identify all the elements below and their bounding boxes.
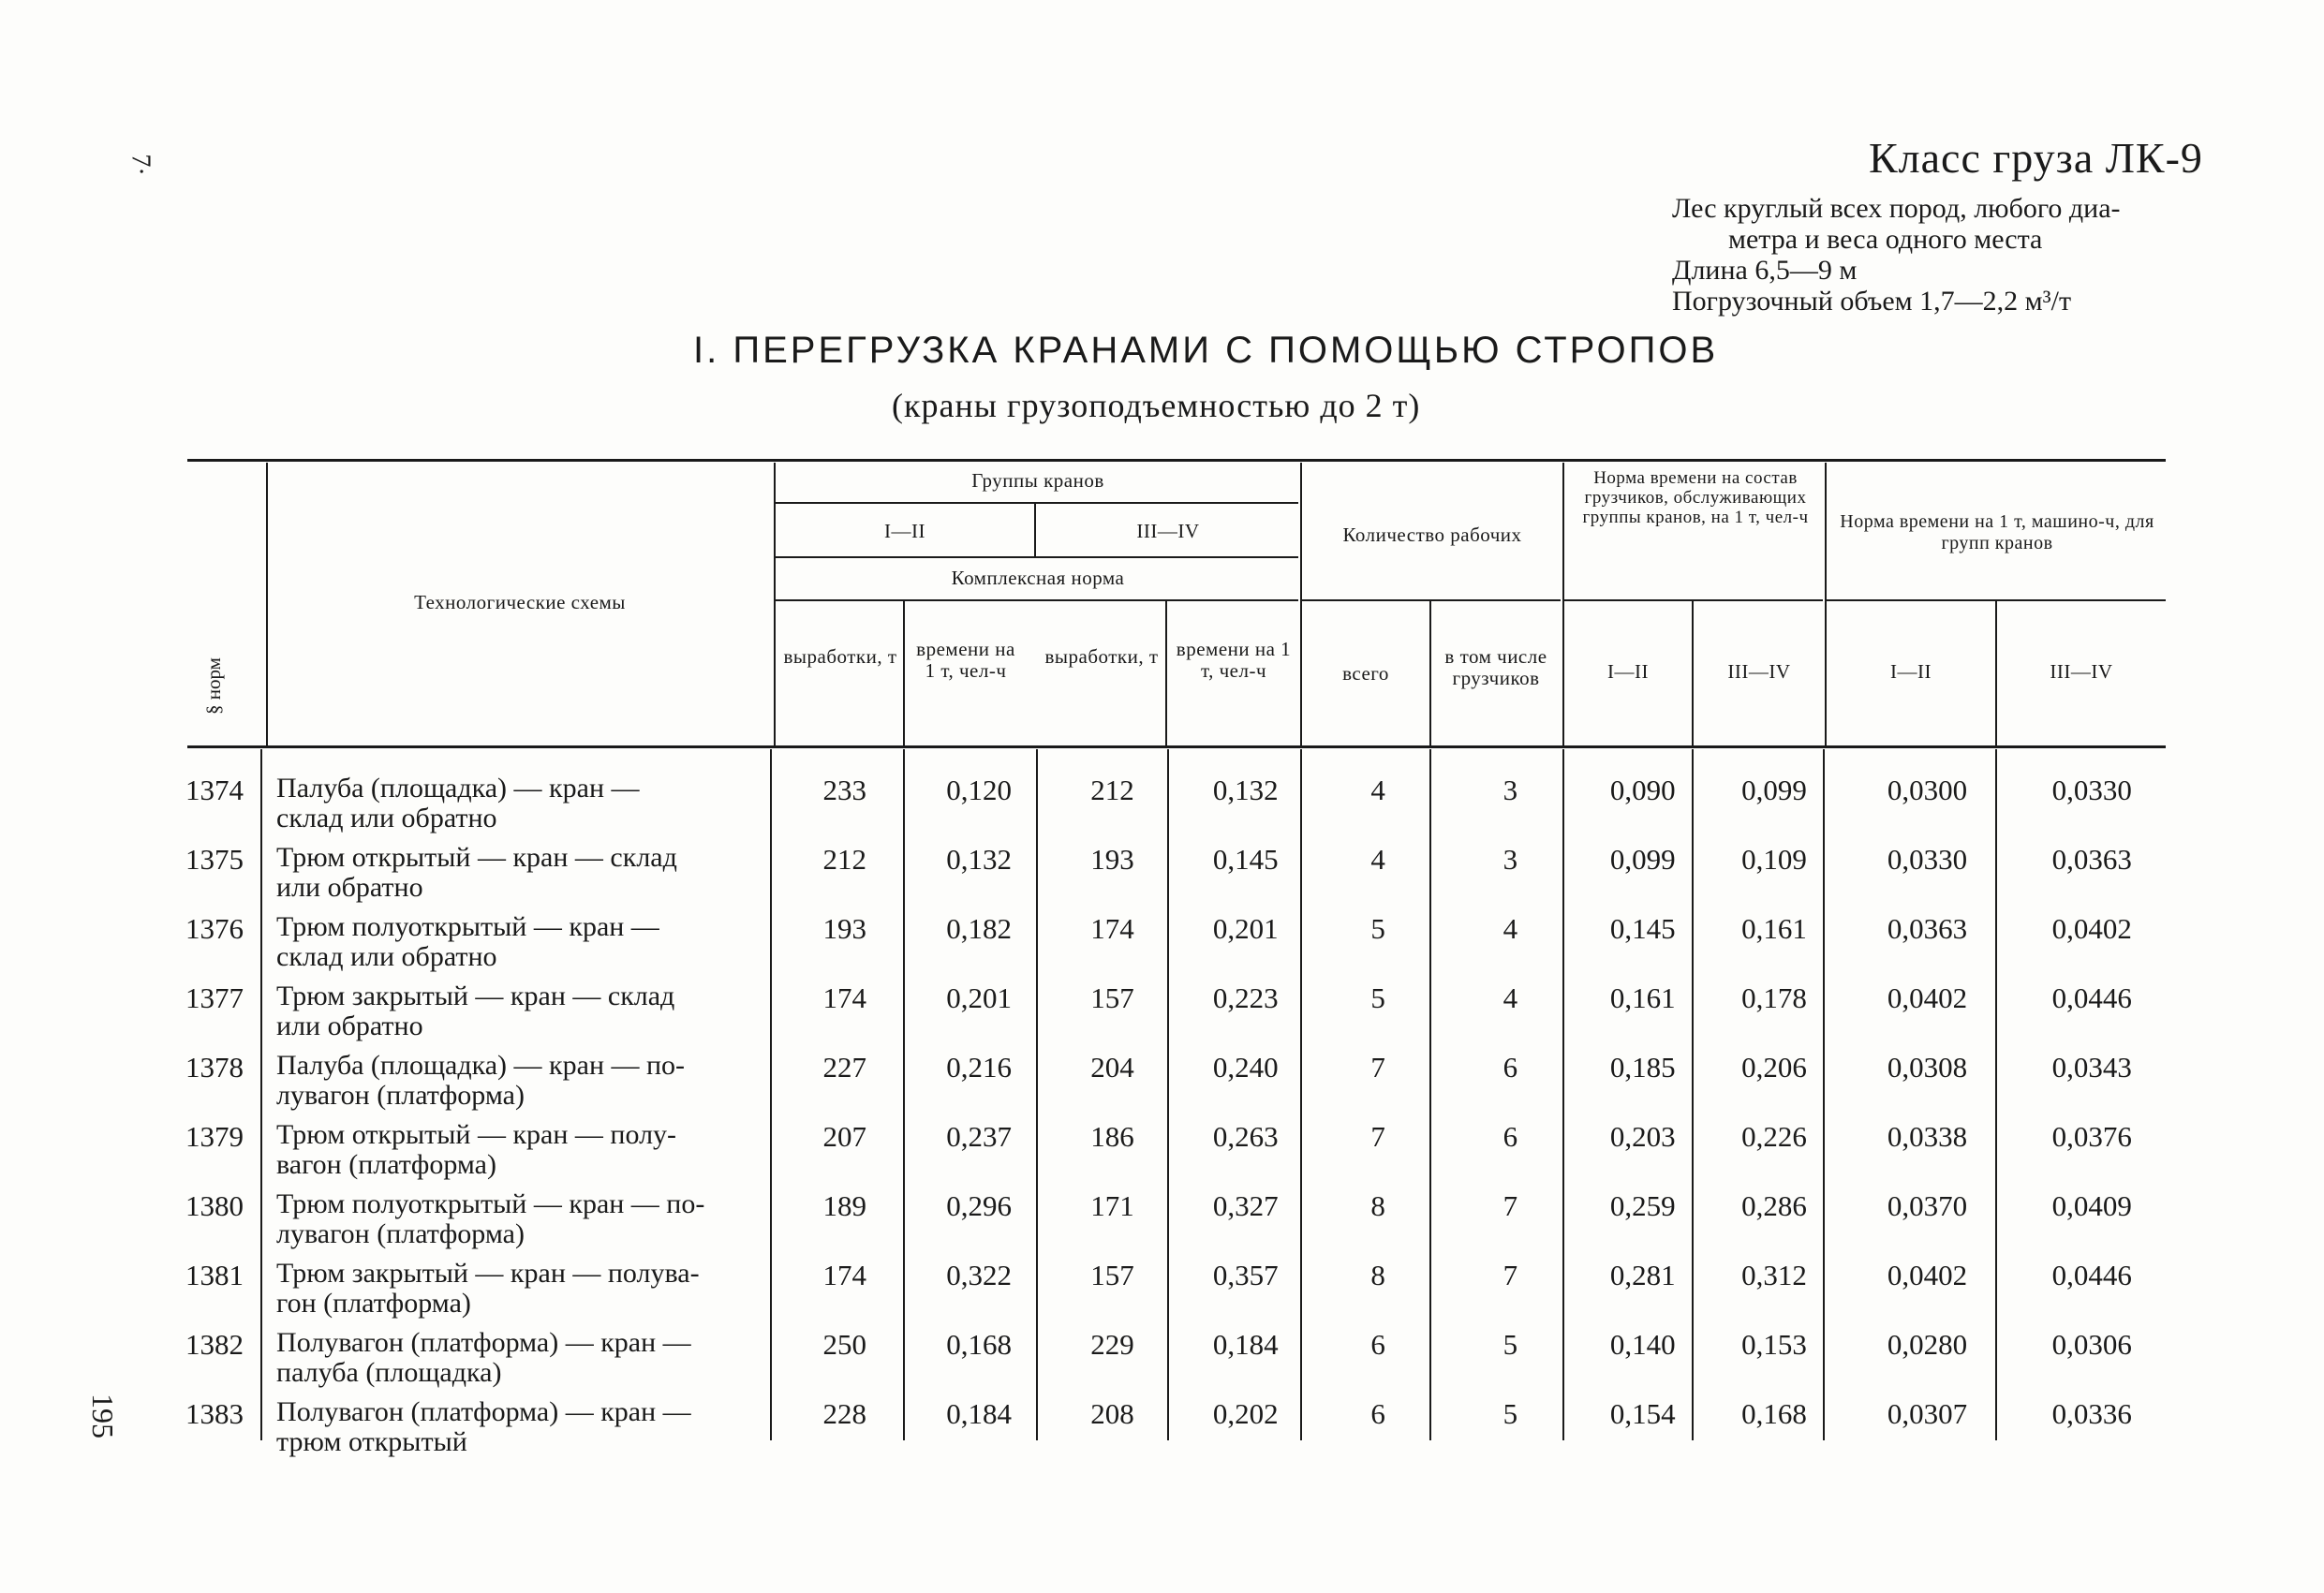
cell: 5 bbox=[1502, 1328, 1518, 1361]
scheme-line: Трюм открытый — кран — полу- bbox=[276, 1119, 677, 1150]
cell: 229 bbox=[1090, 1328, 1134, 1361]
scheme bbox=[263, 1390, 777, 1459]
cell: 0,203 bbox=[1609, 1120, 1676, 1153]
norm-number: 1377 bbox=[185, 981, 244, 1014]
cell: 207 bbox=[822, 1120, 867, 1153]
cell: 6 bbox=[1502, 1120, 1518, 1153]
cell: 0,099 bbox=[1741, 774, 1807, 806]
cell: 0,286 bbox=[1741, 1189, 1807, 1222]
norm-number: 1375 bbox=[185, 843, 244, 876]
table-row bbox=[159, 1390, 2169, 1459]
cell: 0,0363 bbox=[1887, 912, 1968, 945]
cell: 193 bbox=[1090, 843, 1134, 876]
table-row bbox=[159, 1320, 2169, 1390]
cell: 0,0376 bbox=[2051, 1120, 2132, 1153]
scheme bbox=[263, 1043, 777, 1113]
cargo-description bbox=[1672, 193, 2197, 317]
cell: 0,184 bbox=[946, 1397, 1012, 1430]
scheme-line: гон (платформа) bbox=[276, 1288, 471, 1319]
header-workers: Количество рабочих bbox=[1342, 524, 1522, 546]
cell: 8 bbox=[1370, 1189, 1385, 1222]
scheme-line: склад или обратно bbox=[276, 803, 497, 833]
cell: 7 bbox=[1502, 1259, 1518, 1291]
cell: 0,281 bbox=[1609, 1259, 1676, 1291]
table-row bbox=[159, 974, 2169, 1043]
cell: 0,184 bbox=[1212, 1328, 1279, 1361]
cell: 5 bbox=[1502, 1397, 1518, 1430]
scheme-line: лувагон (платформа) bbox=[276, 1080, 525, 1111]
scheme-line: вагон (платформа) bbox=[276, 1149, 496, 1180]
table-row bbox=[159, 766, 2169, 835]
cell: 0,0446 bbox=[2051, 981, 2132, 1014]
cell: 0,132 bbox=[946, 843, 1012, 876]
scheme bbox=[263, 905, 777, 974]
cell: 0,0307 bbox=[1887, 1397, 1968, 1430]
scheme-line: палуба (площадка) bbox=[276, 1357, 502, 1388]
cell: 4 bbox=[1502, 912, 1518, 945]
scheme bbox=[263, 835, 777, 905]
cell: 0,145 bbox=[1609, 912, 1676, 945]
cell: 0,322 bbox=[946, 1259, 1012, 1291]
cell: 0,0330 bbox=[2051, 774, 2132, 806]
cell: 0,090 bbox=[1609, 774, 1676, 806]
norm-number: 1379 bbox=[185, 1120, 244, 1153]
scheme-line: склад или обратно bbox=[276, 941, 497, 972]
norm-number: 1378 bbox=[185, 1051, 244, 1084]
cell: 0,0446 bbox=[2051, 1259, 2132, 1291]
cell: 174 bbox=[822, 1259, 867, 1291]
scheme-line: Трюм закрытый — кран — полува- bbox=[276, 1258, 700, 1289]
section-subtitle: (краны грузоподъемностью до 2 т) bbox=[892, 387, 1421, 424]
cell: 228 bbox=[822, 1397, 867, 1430]
cell: 0,153 bbox=[1741, 1328, 1807, 1361]
header-group-2: III—IV bbox=[1136, 520, 1200, 542]
scheme bbox=[263, 1182, 777, 1251]
scheme bbox=[263, 1251, 777, 1320]
scheme-line: или обратно bbox=[276, 872, 423, 903]
cell: 0,202 bbox=[1212, 1397, 1279, 1430]
header-machine-g1: I—II bbox=[1890, 660, 1932, 683]
cell: 0,0306 bbox=[2051, 1328, 2132, 1361]
cell: 0,0402 bbox=[2051, 912, 2132, 945]
description-line: Длина 6,5—9 м bbox=[1672, 255, 1858, 286]
side-mark: 7· bbox=[126, 154, 155, 176]
norm-number: 1382 bbox=[185, 1328, 244, 1361]
scheme-line: или обратно bbox=[276, 1010, 423, 1041]
cell: 208 bbox=[1090, 1397, 1134, 1430]
cell: 174 bbox=[1090, 912, 1134, 945]
norm-number: 1383 bbox=[185, 1397, 244, 1430]
cell: 5 bbox=[1370, 981, 1385, 1014]
scheme-line: трюм открытый bbox=[276, 1426, 467, 1457]
table-row bbox=[159, 1251, 2169, 1320]
cell: 0,263 bbox=[1212, 1120, 1279, 1153]
page-number: 195 bbox=[86, 1394, 120, 1438]
cell: 0,0370 bbox=[1887, 1189, 1968, 1222]
cell: 212 bbox=[1090, 774, 1134, 806]
table-row bbox=[159, 1113, 2169, 1182]
cell: 0,185 bbox=[1609, 1051, 1676, 1084]
header-time-2: времени на 1 т, чел-ч bbox=[1176, 638, 1292, 682]
cell: 4 bbox=[1370, 774, 1385, 806]
cell: 0,120 bbox=[946, 774, 1012, 806]
cell: 0,178 bbox=[1741, 981, 1807, 1014]
scheme bbox=[263, 1113, 777, 1182]
cell: 233 bbox=[822, 774, 867, 806]
scheme bbox=[263, 766, 777, 835]
cell: 0,0338 bbox=[1887, 1120, 1968, 1153]
header-output-2: выработки, т bbox=[1044, 645, 1159, 668]
cell: 3 bbox=[1502, 774, 1518, 806]
cell: 157 bbox=[1090, 981, 1134, 1014]
cell: 0,140 bbox=[1609, 1328, 1676, 1361]
cell: 0,168 bbox=[946, 1328, 1012, 1361]
cell: 0,161 bbox=[1741, 912, 1807, 945]
header-crew-time: Норма времени на состав грузчиков, обслуживающих группы кранов, на 1 т, чел-ч bbox=[1582, 468, 1809, 527]
header-crane-groups: Группы кранов bbox=[971, 469, 1104, 492]
cell: 0,237 bbox=[946, 1120, 1012, 1153]
cell: 0,0343 bbox=[2051, 1051, 2132, 1084]
scheme-line: Палуба (площадка) — кран — по- bbox=[276, 1050, 686, 1081]
cell: 4 bbox=[1370, 843, 1385, 876]
cell: 174 bbox=[822, 981, 867, 1014]
cell: 0,0280 bbox=[1887, 1328, 1968, 1361]
scheme bbox=[263, 974, 777, 1043]
header-crew-g2: III—IV bbox=[1727, 660, 1791, 683]
cell: 0,0336 bbox=[2051, 1397, 2132, 1430]
cell: 171 bbox=[1090, 1189, 1134, 1222]
cell: 0,0308 bbox=[1887, 1051, 1968, 1084]
cell: 4 bbox=[1502, 981, 1518, 1014]
table-row bbox=[159, 1043, 2169, 1113]
cell: 212 bbox=[822, 843, 867, 876]
description-line: Лес круглый всех пород, любого диа- bbox=[1672, 193, 2121, 224]
cell: 6 bbox=[1370, 1328, 1385, 1361]
cell: 0,296 bbox=[946, 1189, 1012, 1222]
cell: 0,312 bbox=[1741, 1259, 1807, 1291]
cell: 0,201 bbox=[1212, 912, 1279, 945]
cell: 3 bbox=[1502, 843, 1518, 876]
norm-number: 1380 bbox=[185, 1189, 244, 1222]
cell: 0,132 bbox=[1212, 774, 1279, 806]
cell: 189 bbox=[822, 1189, 867, 1222]
norm-number: 1376 bbox=[185, 912, 244, 945]
header-norm-no: § норм bbox=[201, 657, 225, 715]
cell: 0,099 bbox=[1609, 843, 1676, 876]
cell: 6 bbox=[1502, 1051, 1518, 1084]
header-complex-norm: Комплексная норма bbox=[951, 567, 1125, 589]
header-schemes: Технологические схемы bbox=[414, 591, 626, 613]
cell: 0,0402 bbox=[1887, 1259, 1968, 1291]
norms-table bbox=[159, 766, 2169, 1459]
cell: 0,226 bbox=[1741, 1120, 1807, 1153]
scheme-line: Трюм открытый — кран — склад bbox=[276, 842, 677, 873]
header-machine-g2: III—IV bbox=[2050, 660, 2113, 683]
cell: 0,259 bbox=[1609, 1189, 1676, 1222]
cell: 0,145 bbox=[1212, 843, 1279, 876]
cell: 0,182 bbox=[946, 912, 1012, 945]
cell: 8 bbox=[1370, 1259, 1385, 1291]
cell: 0,201 bbox=[946, 981, 1012, 1014]
scheme-line: Трюм полуоткрытый — кран — bbox=[276, 911, 659, 942]
scheme-line: Полувагон (платформа) — кран — bbox=[276, 1327, 691, 1358]
cell: 0,0363 bbox=[2051, 843, 2132, 876]
header-group-1: I—II bbox=[884, 520, 925, 542]
table-row bbox=[159, 905, 2169, 974]
section-title: I. ПЕРЕГРУЗКА КРАНАМИ С ПОМОЩЬЮ СТРОПОВ bbox=[693, 330, 1719, 371]
scheme-line: Трюм полуоткрытый — кран — по- bbox=[276, 1188, 705, 1219]
table-row bbox=[159, 835, 2169, 905]
scheme bbox=[263, 1320, 777, 1390]
norm-number: 1381 bbox=[185, 1259, 244, 1291]
header-time-1: времени на 1 т, чел-ч bbox=[916, 638, 1015, 682]
cell: 0,357 bbox=[1212, 1259, 1279, 1291]
scheme-line: лувагон (платформа) bbox=[276, 1218, 525, 1249]
cell: 0,0330 bbox=[1887, 843, 1968, 876]
cell: 0,327 bbox=[1212, 1189, 1279, 1222]
cell: 7 bbox=[1502, 1189, 1518, 1222]
header-machine-time: Норма времени на 1 т, машино-ч, для групп кранов bbox=[1840, 511, 2154, 553]
cell: 0,109 bbox=[1741, 843, 1807, 876]
cell: 0,161 bbox=[1609, 981, 1676, 1014]
cell: 193 bbox=[822, 912, 867, 945]
header-loaders: в том числе грузчиков bbox=[1444, 645, 1547, 689]
cell: 0,240 bbox=[1212, 1051, 1279, 1084]
description-line: Погрузочный объем 1,7—2,2 м³/т bbox=[1672, 286, 2072, 317]
cargo-class-title: Класс груза ЛК-9 bbox=[1869, 134, 2203, 182]
cell: 0,223 bbox=[1212, 981, 1279, 1014]
cell: 0,168 bbox=[1741, 1397, 1807, 1430]
cell: 186 bbox=[1090, 1120, 1134, 1153]
description-line: метра и веса одного места bbox=[1728, 224, 2043, 255]
cell: 6 bbox=[1370, 1397, 1385, 1430]
cell: 0,0402 bbox=[1887, 981, 1968, 1014]
scheme-line: Трюм закрытый — кран — склад bbox=[276, 981, 675, 1011]
table-row bbox=[159, 1182, 2169, 1251]
cell: 5 bbox=[1370, 912, 1385, 945]
cell: 250 bbox=[822, 1328, 867, 1361]
cell: 0,0300 bbox=[1887, 774, 1968, 806]
cell: 0,206 bbox=[1741, 1051, 1807, 1084]
cell: 157 bbox=[1090, 1259, 1134, 1291]
cell: 7 bbox=[1370, 1051, 1385, 1084]
header-crew-g1: I—II bbox=[1607, 660, 1649, 683]
scheme-line: Полувагон (платформа) — кран — bbox=[276, 1396, 691, 1427]
header-total: всего bbox=[1342, 662, 1389, 685]
cell: 227 bbox=[822, 1051, 867, 1084]
cell: 0,216 bbox=[946, 1051, 1012, 1084]
cell: 0,154 bbox=[1609, 1397, 1676, 1430]
cell: 0,0409 bbox=[2051, 1189, 2132, 1222]
scheme-line: Палуба (площадка) — кран — bbox=[276, 773, 640, 804]
norm-number: 1374 bbox=[185, 774, 244, 806]
header-output-1: выработки, т bbox=[783, 645, 897, 668]
cell: 204 bbox=[1090, 1051, 1134, 1084]
cell: 7 bbox=[1370, 1120, 1385, 1153]
